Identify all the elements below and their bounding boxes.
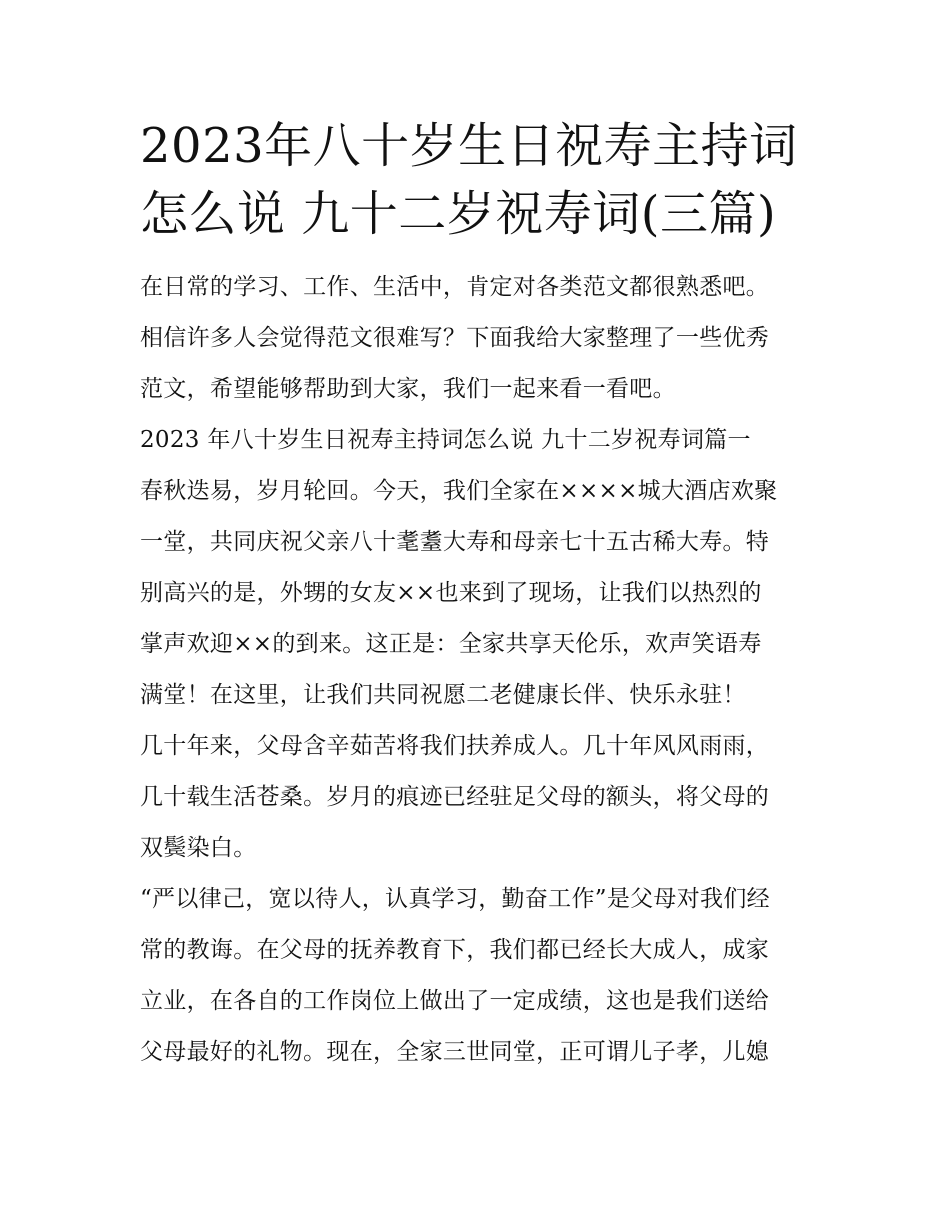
text-line: 相信许多人会觉得范文很难写？下面我给大家整理了一些优秀 (140, 325, 770, 351)
text-line: 别高兴的是，外甥的女友××也来到了现场，让我们以热烈的 (140, 580, 762, 606)
text-line: 2023 年八十岁生日祝寿主持词怎么说 九十二岁祝寿词篇一 (140, 427, 751, 453)
section-heading (140, 415, 812, 466)
body-paragraph-1 (140, 466, 812, 721)
text-line: 双鬓染白。 (140, 835, 257, 861)
text-line: 满堂！在这里，让我们共同祝愿二老健康长伴、快乐永驻！ (140, 682, 746, 708)
text-line: 范文，希望能够帮助到大家，我们一起来看一看吧。 (140, 376, 676, 402)
title-line-1: 2023年八十岁生日祝寿主持词 (140, 118, 798, 174)
text-line: 一堂，共同庆祝父亲八十耄耋大寿和母亲七十五古稀大寿。特 (140, 529, 770, 555)
text-line: 几十载生活苍桑。岁月的痕迹已经驻足父母的额头，将父母的 (140, 784, 770, 810)
text-line: 立业，在各自的工作岗位上做出了一定成绩，这也是我们送给 (140, 988, 770, 1014)
intro-paragraph (140, 262, 812, 415)
text-line: 父母最好的礼物。现在，全家三世同堂，正可谓儿子孝，儿媳 (140, 1039, 770, 1065)
document-page (140, 112, 812, 1078)
document-title (140, 112, 812, 248)
text-line: 掌声欢迎××的到来。这正是：全家共享天伦乐，欢声笑语寿 (140, 631, 762, 657)
text-line: 常的教诲。在父母的抚养教育下，我们都已经长大成人，成家 (140, 937, 770, 963)
text-line: 几十年来，父母含辛茹苦将我们扶养成人。几十年风风雨雨， (140, 733, 770, 759)
text-line: “严以律己，宽以待人，认真学习，勤奋工作”是父母对我们经 (140, 886, 770, 912)
text-line: 春秋迭易，岁月轮回。今天，我们全家在××××城大酒店欢聚 (140, 478, 778, 504)
title-line-2: 怎么说 九十二岁祝寿词(三篇) (140, 186, 777, 242)
body-paragraph-2 (140, 721, 812, 874)
text-line: 在日常的学习、工作、生活中，肯定对各类范文都很熟悉吧。 (140, 274, 770, 300)
body-paragraph-3 (140, 874, 812, 1078)
